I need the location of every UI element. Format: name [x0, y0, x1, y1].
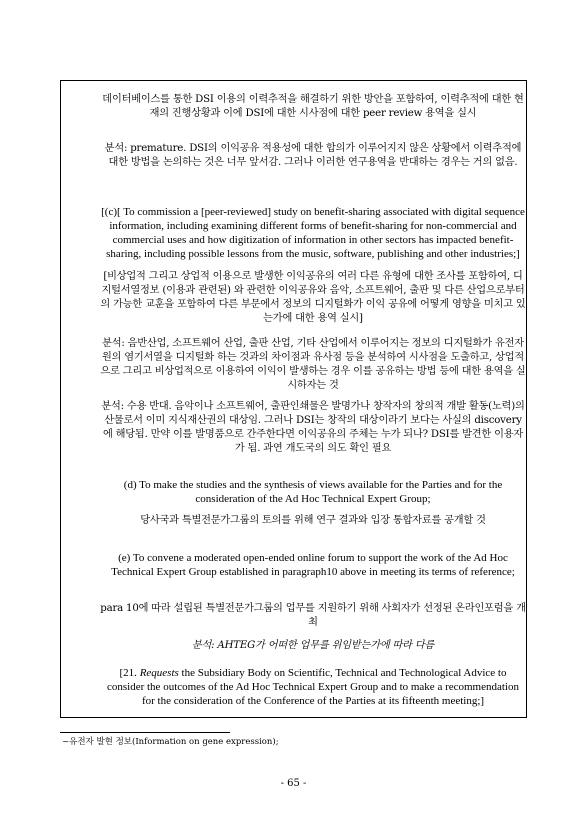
- paragraph-c-commission-study: [(c)[ To commission a [peer-reviewed] study on benefit-sharing associated with digital sequence information, including examining different forms of benefit-sharing for non-commercial and commercial uses and how digitization of information in other sectors has impacted benefit-sharing, including possible lessons from the music, software, publishing and other industries;]: [101, 206, 525, 260]
- paragraph-d-make-studies: (d) To make the studies and the synthesis of views available for the Parties and for the consideration of the Ad Hoc Technical Expert Group;: [123, 479, 503, 505]
- paragraph-21-requests: [100, 667, 526, 709]
- paragraph-d-korean: 당사국과 특별전문가그룹의 토의를 위해 연구 결과와 입장 통합자료를 공개할 것: [140, 515, 486, 526]
- paragraph-e-online-forum: (e) To convene a moderated open-ended online forum to support the work of the Ad Hoc Technical Expert Group established in paragraph10 above in meeting its terms of reference;: [111, 552, 515, 578]
- paragraph-21-prefix: [21.: [119, 667, 140, 679]
- paragraph-analysis-oppose: 분석: 수용 반대. 음악이나 소프트웨어, 출판인쇄물은 발명가나 창작자의 창의적 개발 활동(노력)의 산물로서 이미 지식재산권의 대상임. 그러나 DSI는 창작의 대상이라기 보다는 사실의 discovery에 해당됨. 만약 이를 발명품으로 간주한다면 이익공유의 주체는 누가 되나? DSI를 발견한 이용자가 됨. 과연 개도국의 의도 확인 필요: [101, 401, 525, 455]
- paragraph-analysis-industries: 분석: 음반산업, 소프트웨어 산업, 출판 산업, 기타 산업에서 이루어지는 정보의 디지털화가 유전자원의 염기서열을 디지털화 하는 것과의 차이점과 유사점 등을 분석하여 시사점을 도출하고, 상업적으로 그리고 비상업적으로 이용하여 이익이 발생하는 경우 이를 공유하는 방법 등에 대한 용역을 실시하자는 것: [100, 338, 526, 392]
- paragraph-c-korean: [비상업적 그리고 상업적 이용으로 발생한 이익공유의 여러 다른 유형에 대한 조사를 포함하여, 디지털서열정보 (이용과 관련된) 와 관련한 이익공유와 음악, 소프트웨어, 출판 및 다른 산업으로부터의 가능한 교훈을 포함하여 다른 부문에서 정보의 디지털화가 이익 공유에 어떻게 영향을 미치고 있는가에 대한 용역 실시]: [100, 271, 526, 325]
- paragraph-21-body: the Subsidiary Body on Scientific, Technical and Technological Advice to consider the outcomes of the Ad Hoc Technical Expert Group and to make a recommendation for the consideration of the Conference of the Parties at its fifteenth meeting;]: [106, 667, 519, 707]
- paragraph-analysis-ahteg: 분석: AHTEG가 어떠한 업무를 위임받는가에 따라 다름: [191, 640, 435, 651]
- paragraph-e-korean: para 10에 따라 설립된 특별전문가그룹의 업무를 지원하기 위해 사회자가 선정된 온라인포럼을 개최: [100, 603, 526, 629]
- paragraph-21-requests-word: Requests: [139, 667, 179, 679]
- footnote: ~유전자 발현 정보(Information on gene expression);: [62, 737, 279, 747]
- paragraph-peer-review-ko: 데이터베이스를 통한 DSI 이용의 이력추적을 해결하기 위한 방안을 포함하여, 이력추적에 대한 현재의 진행상황과 이에 DSI에 대한 시사점에 대한 peer review 용역을 실시: [102, 94, 524, 120]
- paragraph-analysis-premature: 분석: premature. DSI의 이익공유 적용성에 대한 합의가 이루어지지 않은 상황에서 이력추적에 대한 방법을 논의하는 것은 너무 앞서감. 그러나 이러한 연구용역을 반대하는 경우는 거의 없음.: [104, 143, 522, 169]
- page-number: - 65 -: [280, 778, 307, 789]
- footnote-separator: [60, 732, 230, 733]
